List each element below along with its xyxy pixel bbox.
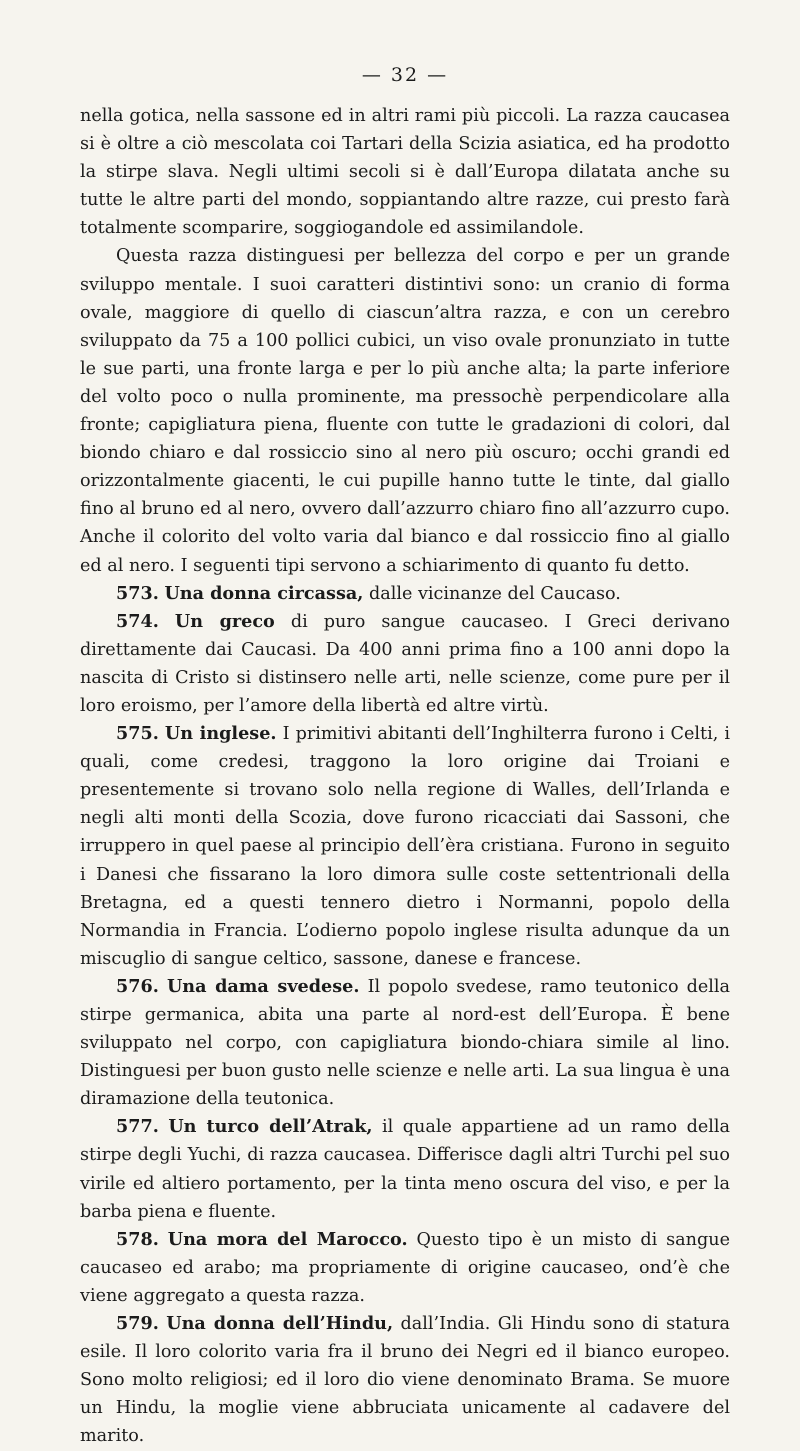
entry-577	[80, 1113, 730, 1225]
paragraph-2: Questa razza distinguesi per bellezza del corpo e per un grande sviluppo mentale. I suoi caratteri distintivi sono: un cranio di forma ovale, maggiore di quello di ciascun’altra razza, e con un cerebro sviluppato da 75 a 100 pollici cubici, un viso ovale pronunziato in tutte le sue parti, una fronte larga e per lo più anche alta; la parte inferiore del volto poco o nulla prominente, ma pressochè perpendicolare alla fronte; capigliatura piena, fluente con tutte le gradazioni di colori, dal biondo chiaro e dal rossiccio sino al nero più oscuro; occhi grandi ed orizzontalmente giacenti, le cui pupille hanno tutte le tinte, dal giallo fino al bruno ed al nero, ovvero dall’azzurro chiaro fino all’azzurro cupo. Anche il colorito del volto varia dal bianco e dal rossiccio fino al giallo ed al nero. I seguenti tipi servono a schiarimento di quanto fu detto.	[80, 246, 730, 576]
entry-text: di puro sangue caucaseo. I Greci derivano direttamente dai Caucasi. Da 400 anni prima fino a 100 anni dopo la nascita di Cristo si distinsero nelle arti, nelle scienze, come pure per il loro eroismo, per l’amore della libertà ed altre virtù.	[80, 611, 730, 716]
page-number: — 32 —	[361, 64, 449, 86]
entry-text: Il popolo svedese, ramo teutonico della stirpe germanica, abita una parte al nord-est dell’Europa. È bene sviluppato nel corpo, con capigliatura biondo-chiara simile al lino. Distinguesi per buon gusto nelle scienze e nelle arti. La sua lingua è una diramazione della teutonica.	[80, 976, 731, 1110]
entry-number: 576.	[116, 975, 159, 997]
entry-text: dalle vicinanze del Caucaso.	[368, 583, 621, 604]
entry-number: 579.	[116, 1313, 159, 1335]
entry-title: Un turco dell’Atrak,	[168, 1116, 373, 1138]
entry-574	[80, 608, 730, 720]
entry-text: Questo tipo è un misto di sangue caucaseo ed arabo; ma propriamente di origine caucaseo, ond’è che viene aggregato a questa razza.	[80, 1229, 731, 1306]
entry-578	[80, 1226, 730, 1310]
entry-number: 578.	[116, 1228, 159, 1250]
entry-573	[80, 580, 730, 608]
paragraph-1: nella gotica, nella sassone ed in altri rami più piccoli. La razza caucasea si è oltre a ciò mescolata coi Tartari della Scizia asiatica, ed ha prodotto la stirpe slava. Negli ultimi secoli si è dall’Europa dilatata anche su tutte le altre parti del mondo, soppiantando altre razze, cui presto farà totalmente scomparire, soggiogandole ed assimilandole.	[80, 106, 730, 239]
entry-title: Una dama svedese.	[166, 975, 360, 997]
entry-title: Una donna circassa,	[164, 582, 364, 604]
entry-number: 575.	[116, 723, 159, 745]
entry-title: Una mora del Marocco.	[167, 1228, 408, 1250]
entry-text: il quale appartiene ad un ramo della stirpe degli Yuchi, di razza caucasea. Differisce dagli altri Turchi pel suo virile ed altiero portamento, per la tinta meno oscura del viso, e per la barba piena e fluente.	[80, 1117, 731, 1222]
entry-title: Una donna dell’Hindu,	[166, 1313, 394, 1335]
entry-number: 574.	[116, 610, 159, 632]
page-text	[80, 102, 730, 1451]
entry-576	[80, 973, 730, 1113]
entry-575	[80, 720, 730, 973]
entry-number: 573.	[116, 582, 159, 604]
entry-579	[80, 1310, 730, 1450]
entry-text: dall’India. Gli Hindu sono di statura esile. Il loro colorito varia fra il bruno dei Negri ed il bianco europeo. Sono molto religiosi; ed il loro dio viene denominato Brama. Se muore un Hindu, la moglie viene abbruciata unicamente al cadavere del marito.	[80, 1314, 731, 1447]
entry-text: I primitivi abitanti dell’Inghilterra furono i Celti, i quali, come credesi, traggono la loro origine dai Troiani e presentemente si trovano solo nella regione di Walles, dell’Irlanda e negli alti monti della Scozia, dove furono ricacciati dai Sassoni, che irruppero in quel paese al principio dell’èra cristiana. Furono in seguito i Danesi che fissarano la loro dimora sulle coste settentrionali della Bretagna, ed a questi tennero dietro i Normanni, popolo della Normandia in Francia. L’odierno popolo inglese risulta adunque da un miscuglio di sangue celtico, sassone, danese e francese.	[80, 724, 731, 969]
entry-number: 577.	[116, 1116, 159, 1138]
entry-title: Un greco	[174, 610, 275, 632]
entry-title: Un inglese.	[164, 723, 277, 745]
